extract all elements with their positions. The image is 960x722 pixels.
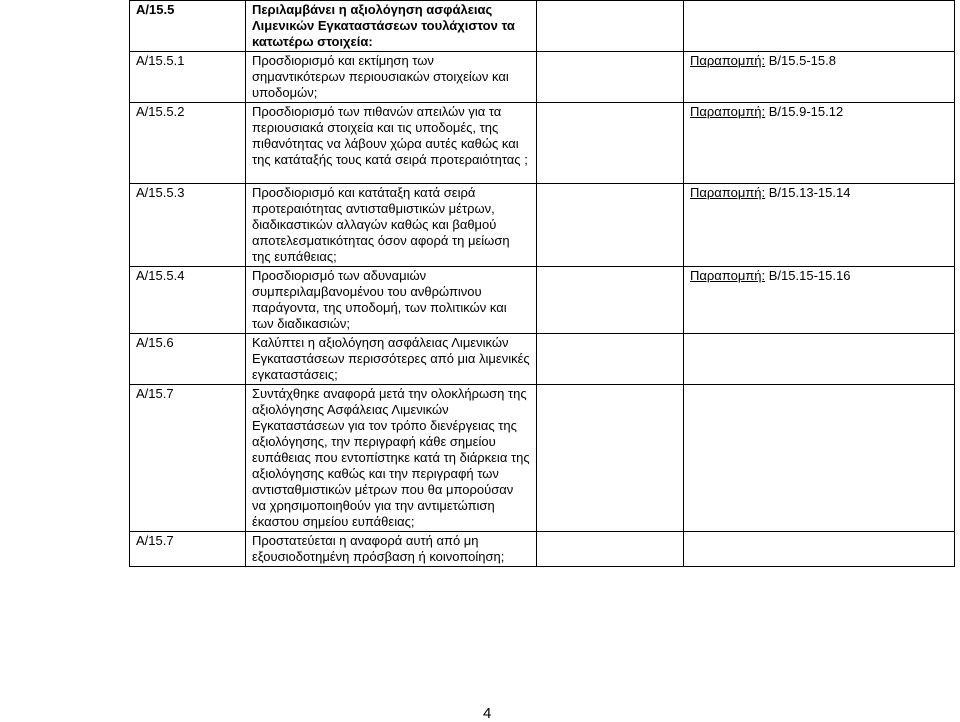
reference-value: Β/15.5-15.8	[768, 53, 836, 68]
reference-cell	[684, 334, 955, 385]
page-number: 4	[483, 705, 492, 722]
item-description: Προσδιορισμό και εκτίμηση των σημαντικότερων περιουσιακών στοιχείων και υποδομών;	[246, 52, 537, 103]
check-cell	[537, 52, 684, 103]
item-description: Συντάχθηκε αναφορά μετά την ολοκλήρωση της αξιολόγησης Ασφάλειας Λιμενικών Εγκαταστάσεων για τον τρόπο διενέργειας της αξιολόγησης, την περιγραφή κάθε σημείου ευπάθειας που εντοπίστηκε κατά τη διάρκεια της αξιολόγησης καθώς και την περιγραφή των αντισταθμιστικών μέτρων που θα μπορούσαν να χρησιμοποιηθούν για την αντιμετώπιση έκαστου σημείου ευπάθειας;	[246, 385, 537, 532]
check-cell	[537, 103, 684, 184]
item-id: Α/15.5	[130, 1, 246, 52]
reference-label: Παραπομπή:	[690, 104, 766, 119]
table-row	[130, 334, 955, 385]
item-description: Προστατεύεται η αναφορά αυτή από μη εξουσιοδοτημένη πρόσβαση ή κοινοποίηση;	[246, 532, 537, 567]
item-id: Α/15.7	[130, 385, 246, 532]
check-cell	[537, 1, 684, 52]
reference-cell	[684, 1, 955, 52]
check-cell	[537, 184, 684, 267]
item-id: Α/15.5.3	[130, 184, 246, 267]
item-description: Προσδιορισμό των πιθανών απειλών για τα περιουσιακά στοιχεία και τις υποδομές, της πιθανότητας να λάβουν χώρα αυτές καθώς και της κατάταξής τους κατά σειρά προτεραιότητας ;	[246, 103, 537, 184]
reference-label: Παραπομπή:	[690, 185, 766, 200]
table-row	[130, 103, 955, 184]
item-description: Περιλαμβάνει η αξιολόγηση ασφάλειας Λιμενικών Εγκαταστάσεων τουλάχιστον τα κατωτέρω στοιχεία:	[246, 1, 537, 52]
item-id: Α/15.7	[130, 532, 246, 567]
item-id: Α/15.6	[130, 334, 246, 385]
checklist-table	[129, 0, 955, 567]
table-row	[130, 532, 955, 567]
item-description: Καλύπτει η αξιολόγηση ασφάλειας Λιμενικών Εγκαταστάσεων περισσότερες από μια λιμενικές εγκαταστάσεις;	[246, 334, 537, 385]
reference-cell	[684, 52, 955, 103]
item-description: Προσδιορισμό των αδυναμιών συμπεριλαμβανομένου του ανθρώπινου παράγοντα, της υποδομή, των πολιτικών και των διαδικασιών;	[246, 267, 537, 334]
reference-value: Β/15.15-15.16	[768, 268, 851, 283]
table-row	[130, 385, 955, 532]
check-cell	[537, 267, 684, 334]
reference-value: Β/15.9-15.12	[768, 104, 844, 119]
item-description: Προσδιορισμό και κατάταξη κατά σειρά προτεραιότητας αντισταθμιστικών μέτρων, διαδικαστικών αλλαγών καθώς και βαθμού αποτελεσματικότητας όσον αφορά τη μείωση της ευπάθειας;	[246, 184, 537, 267]
reference-label: Παραπομπή:	[690, 53, 766, 68]
check-cell	[537, 385, 684, 532]
reference-cell	[684, 103, 955, 184]
item-id: Α/15.5.4	[130, 267, 246, 334]
reference-label: Παραπομπή:	[690, 268, 766, 283]
table-row	[130, 1, 955, 52]
reference-cell	[684, 184, 955, 267]
reference-cell	[684, 385, 955, 532]
reference-cell	[684, 267, 955, 334]
table-row	[130, 184, 955, 267]
table-row	[130, 267, 955, 334]
check-cell	[537, 532, 684, 567]
reference-value: Β/15.13-15.14	[768, 185, 851, 200]
item-id: Α/15.5.1	[130, 52, 246, 103]
reference-cell	[684, 532, 955, 567]
item-id: Α/15.5.2	[130, 103, 246, 184]
table-row	[130, 52, 955, 103]
check-cell	[537, 334, 684, 385]
